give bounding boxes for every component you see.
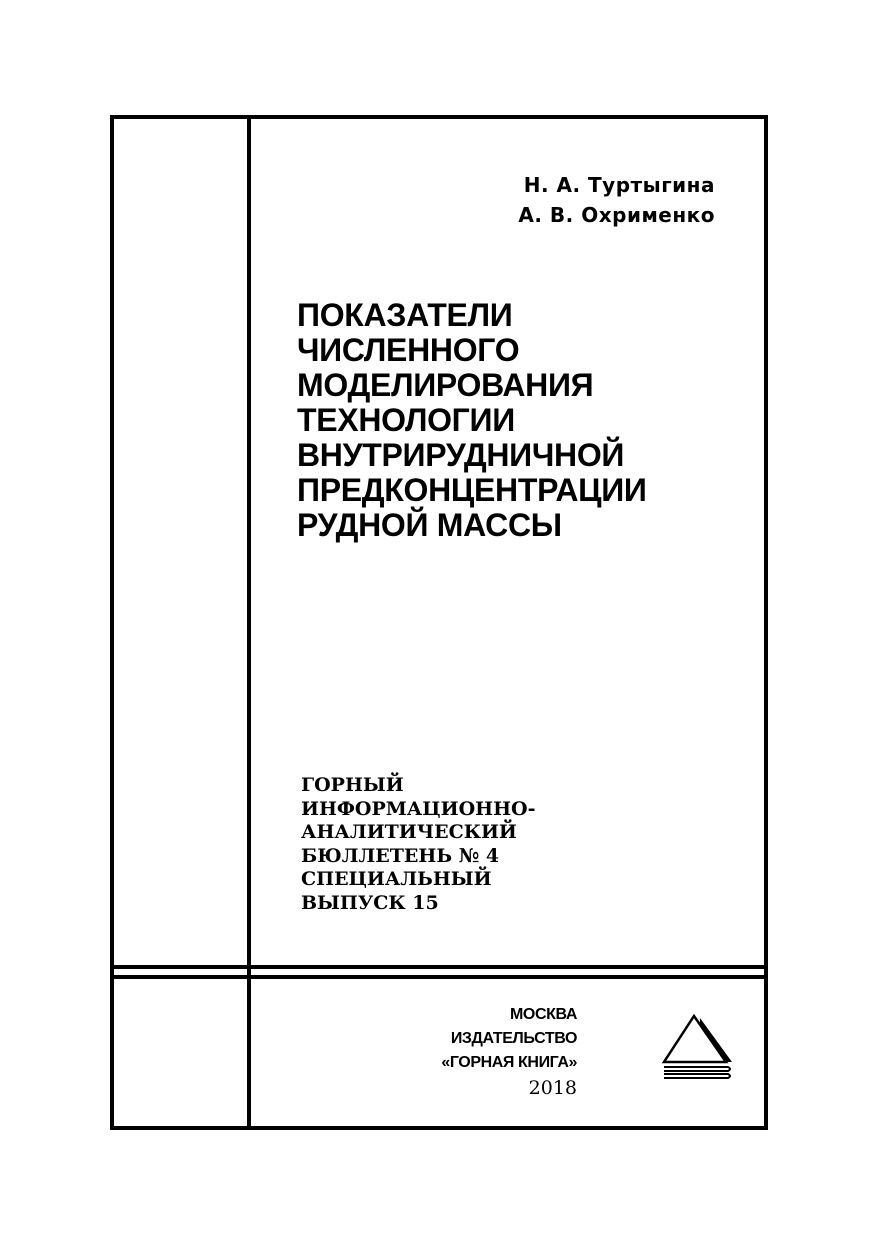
book-title	[297, 298, 737, 543]
title-line: ПРЕДКОНЦЕНТРАЦИИ	[297, 472, 647, 508]
series-line: СПЕЦИАЛЬНЫЙ	[301, 868, 492, 890]
publisher-house: ИЗДАТЕЛЬСТВО	[450, 1030, 577, 1047]
horizontal-divider-bottom	[110, 975, 764, 979]
publisher-city: МОСКВА	[509, 1006, 577, 1023]
publication-year: 2018	[528, 1077, 577, 1099]
mountain-book-logo-icon	[660, 1012, 734, 1082]
series-line: ГОРНЫЙ	[301, 774, 404, 796]
title-line: МОДЕЛИРОВАНИЯ	[297, 367, 594, 403]
publisher-name: «ГОРНАЯ КНИГА»	[441, 1054, 577, 1071]
author-name: А. В. Охрименко	[518, 203, 715, 227]
series-info	[301, 774, 535, 915]
title-line: ТЕХНОЛОГИИ	[297, 402, 515, 438]
series-line: ВЫПУСК 15	[301, 891, 439, 914]
authors	[518, 170, 715, 230]
title-line: ПОКАЗАТЕЛИ	[297, 297, 513, 333]
title-line: ЧИСЛЕННОГО	[297, 332, 520, 368]
series-line: АНАЛИТИЧЕСКИЙ	[301, 821, 517, 843]
title-line: ВНУТРИРУДНИЧНОЙ	[297, 437, 625, 473]
series-line: БЮЛЛЕТЕНЬ № 4	[301, 844, 500, 867]
publisher-block	[441, 1003, 577, 1101]
series-line: ИНФОРМАЦИОННО-	[301, 797, 536, 820]
title-line: РУДНОЙ МАССЫ	[297, 507, 562, 543]
horizontal-divider-top	[110, 965, 764, 969]
author-name: Н. А. Туртыгина	[523, 173, 715, 197]
